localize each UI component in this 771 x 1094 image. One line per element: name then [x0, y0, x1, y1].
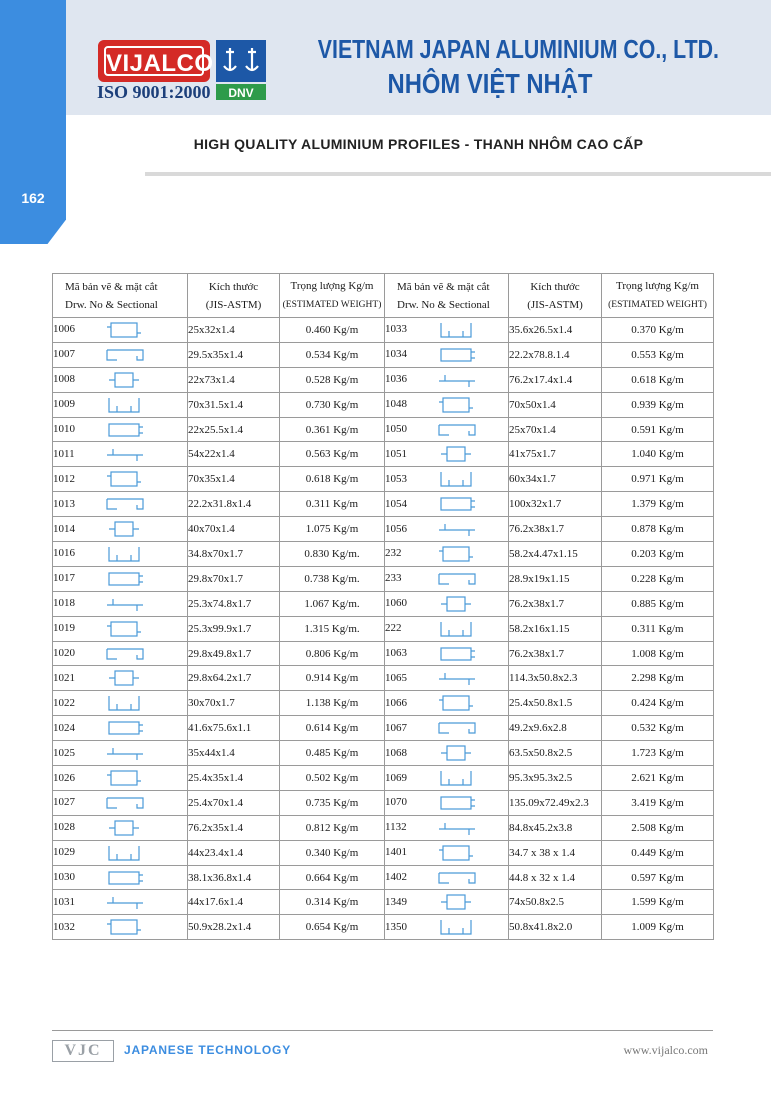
profile-section-icon [435, 545, 479, 563]
profile-size: 76.2x17.4x1.4 [509, 367, 602, 392]
profile-size: 58.2x16x1.15 [509, 616, 602, 641]
profile-code-cell [53, 342, 188, 367]
footer-divider [52, 1030, 713, 1031]
profile-size: 22x25.5x1.4 [188, 417, 280, 442]
profile-code: 1029 [53, 846, 75, 859]
profile-weight: 0.914 Kg/m [280, 666, 385, 691]
page-tab [0, 0, 66, 244]
profile-code: 1067 [385, 721, 407, 734]
profile-code-cell [385, 318, 509, 343]
profile-section-icon [103, 520, 147, 538]
profile-weight: 1.599 Kg/m [602, 890, 714, 915]
profile-section-icon [435, 470, 479, 488]
profile-code-cell [53, 691, 188, 716]
profile-size: 40x70x1.4 [188, 517, 280, 542]
profile-size: 70x50x1.4 [509, 392, 602, 417]
profile-weight: 1.138 Kg/m [280, 691, 385, 716]
iso-certification: ISO 9001:2000 [97, 82, 211, 102]
dnv-logo [216, 40, 266, 100]
vijalco-logo [98, 40, 214, 82]
profile-code: 1021 [53, 671, 75, 684]
profile-weight: 0.563 Kg/m [280, 442, 385, 467]
profile-section-icon [103, 819, 147, 837]
profile-code-cell [53, 566, 188, 591]
profile-weight: 0.203 Kg/m [602, 542, 714, 567]
company-name-vn: NHÔM VIỆT NHẬT [387, 68, 593, 99]
profile-code: 1018 [53, 597, 75, 610]
profile-size: 41.6x75.6x1.1 [188, 716, 280, 741]
profile-size: 70x35x1.4 [188, 467, 280, 492]
profile-size: 49.2x9.6x2.8 [509, 716, 602, 741]
profile-section-icon [103, 844, 147, 862]
dnv-badge-icon [216, 40, 266, 82]
profile-section-icon [435, 321, 479, 339]
profile-code-cell [53, 318, 188, 343]
profile-weight: 0.528 Kg/m [280, 367, 385, 392]
profile-code: 1132 [385, 821, 407, 834]
profiles-table [52, 273, 714, 940]
profile-section-icon [103, 620, 147, 638]
profile-code-cell [53, 417, 188, 442]
profile-section-icon [103, 396, 147, 414]
profile-section-icon [103, 346, 147, 364]
profile-weight: 0.738 Kg/m. [280, 566, 385, 591]
table-row [53, 716, 714, 741]
profile-code: 1010 [53, 423, 75, 436]
profile-section-icon [103, 769, 147, 787]
profile-weight: 1.040 Kg/m [602, 442, 714, 467]
profile-section-icon [103, 470, 147, 488]
profile-section-icon [435, 694, 479, 712]
profile-section-icon [103, 371, 147, 389]
dnv-label: DNV [228, 86, 254, 100]
profile-size: 25.3x74.8x1.7 [188, 591, 280, 616]
profile-size: 44x23.4x1.4 [188, 840, 280, 865]
profile-section-icon [435, 769, 479, 787]
profile-code: 1063 [385, 647, 407, 660]
profile-section-icon [103, 321, 147, 339]
profile-section-icon [103, 545, 147, 563]
profile-code-cell [385, 815, 509, 840]
logo-text: VIJALCO [104, 46, 204, 76]
profile-code-cell [53, 840, 188, 865]
profile-weight: 0.460 Kg/m [280, 318, 385, 343]
profile-code-cell [385, 392, 509, 417]
profile-code-cell [385, 666, 509, 691]
profile-size: 35x44x1.4 [188, 741, 280, 766]
profile-code: 1012 [53, 472, 75, 485]
header-size-right: Kích thước (JIS-ASTM) [509, 274, 602, 318]
header-size: Kích thước (JIS-ASTM) [188, 274, 280, 318]
table-row [53, 342, 714, 367]
profile-code: 1070 [385, 796, 407, 809]
profile-size: 70x31.5x1.4 [188, 392, 280, 417]
profile-section-icon [435, 893, 479, 911]
profile-weight: 0.735 Kg/m [280, 790, 385, 815]
profile-code-cell [385, 840, 509, 865]
table-row [53, 467, 714, 492]
profile-code: 1056 [385, 522, 407, 535]
profile-code-cell [385, 790, 509, 815]
profile-code-cell [385, 641, 509, 666]
profile-size: 25x32x1.4 [188, 318, 280, 343]
profile-weight: 0.311 Kg/m [602, 616, 714, 641]
profile-code-cell [385, 766, 509, 791]
profile-section-icon [435, 346, 479, 364]
profile-code-cell [53, 666, 188, 691]
profile-code: 1020 [53, 647, 75, 660]
profile-weight: 0.597 Kg/m [602, 865, 714, 890]
profile-code: 1022 [53, 696, 75, 709]
profile-weight: 2.508 Kg/m [602, 815, 714, 840]
table-row [53, 815, 714, 840]
page-subtitle: HIGH QUALITY ALUMINIUM PROFILES - THANH NHÔM CAO CẤP [193, 136, 644, 152]
profile-section-icon [103, 595, 147, 613]
table-row [53, 591, 714, 616]
header-code: Mã bản vẽ & mặt cắt Drw. No & Sectional [53, 274, 188, 318]
profile-code-cell [385, 741, 509, 766]
profile-section-icon [103, 918, 147, 936]
profile-code-cell [385, 442, 509, 467]
profile-size: 29.8x49.8x1.7 [188, 641, 280, 666]
table-header-row [53, 274, 714, 318]
profile-section-icon [103, 445, 147, 463]
profile-size: 25.4x50.8x1.5 [509, 691, 602, 716]
profile-size: 74x50.8x2.5 [509, 890, 602, 915]
profile-section-icon [435, 844, 479, 862]
table-row [53, 367, 714, 392]
profile-code-cell [385, 367, 509, 392]
profile-size: 30x70x1.7 [188, 691, 280, 716]
profile-code: 1031 [53, 895, 75, 908]
profile-size: 35.6x26.5x1.4 [509, 318, 602, 343]
profile-code: 1054 [385, 497, 407, 510]
profile-size: 58.2x4.47x1.15 [509, 542, 602, 567]
profile-size: 34.8x70x1.7 [188, 542, 280, 567]
profile-weight: 0.812 Kg/m [280, 815, 385, 840]
profile-code-cell [53, 492, 188, 517]
profile-section-icon [435, 396, 479, 414]
profile-code: 1027 [53, 796, 75, 809]
profile-size: 95.3x95.3x2.5 [509, 766, 602, 791]
profile-code-cell [385, 517, 509, 542]
profile-weight: 0.654 Kg/m [280, 915, 385, 940]
profile-section-icon [103, 719, 147, 737]
profile-weight: 1.067 Kg/m. [280, 591, 385, 616]
profile-section-icon [435, 570, 479, 588]
profile-size: 34.7 x 38 x 1.4 [509, 840, 602, 865]
profile-code-cell [385, 890, 509, 915]
profile-code-cell [385, 342, 509, 367]
profile-section-icon [103, 669, 147, 687]
profile-code: 1013 [53, 497, 75, 510]
profile-section-icon [103, 694, 147, 712]
profile-code-cell [385, 716, 509, 741]
profile-section-icon [435, 869, 479, 887]
profile-weight: 0.228 Kg/m [602, 566, 714, 591]
profile-section-icon [435, 669, 479, 687]
profile-section-icon [435, 495, 479, 513]
profile-weight: 0.664 Kg/m [280, 865, 385, 890]
profile-code-cell [53, 517, 188, 542]
profile-code: 1069 [385, 771, 407, 784]
profile-weight: 2.621 Kg/m [602, 766, 714, 791]
profile-code-cell [385, 492, 509, 517]
profile-code: 1019 [53, 622, 75, 635]
profile-weight: 0.618 Kg/m [602, 367, 714, 392]
profile-size: 25.4x70x1.4 [188, 790, 280, 815]
profile-size: 29.8x70x1.7 [188, 566, 280, 591]
profile-weight: 0.449 Kg/m [602, 840, 714, 865]
profile-code: 1030 [53, 871, 75, 884]
table-row [53, 392, 714, 417]
profile-weight: 1.723 Kg/m [602, 741, 714, 766]
profile-code: 1026 [53, 771, 75, 784]
profile-weight: 0.424 Kg/m [602, 691, 714, 716]
profile-code-cell [53, 766, 188, 791]
footer-website: www.vijalco.com [623, 1043, 708, 1057]
profile-weight: 1.009 Kg/m [602, 915, 714, 940]
profile-code-cell [53, 542, 188, 567]
profile-size: 41x75x1.7 [509, 442, 602, 467]
profile-section-icon [103, 421, 147, 439]
profile-size: 28.9x19x1.15 [509, 566, 602, 591]
profile-size: 76.2x38x1.7 [509, 517, 602, 542]
profile-code: 1006 [53, 323, 75, 336]
profile-code-cell [385, 467, 509, 492]
profile-code-cell [385, 542, 509, 567]
profile-weight: 0.532 Kg/m [602, 716, 714, 741]
profile-section-icon [103, 495, 147, 513]
profile-code-cell [53, 890, 188, 915]
table-row [53, 318, 714, 343]
profile-size: 100x32x1.7 [509, 492, 602, 517]
profile-weight: 0.730 Kg/m [280, 392, 385, 417]
profile-weight: 0.553 Kg/m [602, 342, 714, 367]
profile-weight: 0.591 Kg/m [602, 417, 714, 442]
profile-weight: 1.075 Kg/m [280, 517, 385, 542]
profile-weight: 0.830 Kg/m. [280, 542, 385, 567]
profile-code: 1017 [53, 572, 75, 585]
profile-size: 76.2x38x1.7 [509, 591, 602, 616]
profile-code-cell [385, 691, 509, 716]
profile-section-icon [435, 819, 479, 837]
profile-size: 76.2x38x1.7 [509, 641, 602, 666]
table-row [53, 492, 714, 517]
profile-code-cell [53, 741, 188, 766]
profile-code: 1036 [385, 373, 407, 386]
profile-size: 50.8x41.8x2.0 [509, 915, 602, 940]
profile-section-icon [103, 893, 147, 911]
table-row [53, 766, 714, 791]
profile-weight: 0.614 Kg/m [280, 716, 385, 741]
profile-code: 1066 [385, 696, 407, 709]
footer-tagline: JAPANESE TECHNOLOGY [124, 1043, 291, 1057]
profile-section-icon [435, 719, 479, 737]
page-number: 162 [21, 190, 45, 206]
profile-code-cell [53, 716, 188, 741]
profile-section-icon [435, 794, 479, 812]
table-row [53, 666, 714, 691]
profile-weight: 0.618 Kg/m [280, 467, 385, 492]
profile-size: 84.8x45.2x3.8 [509, 815, 602, 840]
profile-code: 1028 [53, 821, 75, 834]
company-name: VIETNAM JAPAN ALUMINIUM CO., LTD. [317, 34, 719, 64]
profile-code-cell [53, 392, 188, 417]
profile-code: 222 [385, 622, 402, 635]
profile-section-icon [103, 869, 147, 887]
profile-code-cell [385, 915, 509, 940]
profile-weight: 1.315 Kg/m. [280, 616, 385, 641]
profile-code: 1033 [385, 323, 407, 336]
profile-weight: 3.419 Kg/m [602, 790, 714, 815]
table-row [53, 840, 714, 865]
profile-code: 1053 [385, 472, 407, 485]
profile-code: 1024 [53, 721, 75, 734]
table-row [53, 691, 714, 716]
profile-code-cell [385, 417, 509, 442]
profile-code-cell [385, 865, 509, 890]
profile-code: 232 [385, 547, 402, 560]
profile-code-cell [53, 591, 188, 616]
profile-weight: 2.298 Kg/m [602, 666, 714, 691]
profile-weight: 0.534 Kg/m [280, 342, 385, 367]
profile-code: 1011 [53, 447, 75, 460]
vjc-logo: VJC [52, 1040, 114, 1062]
profile-code-cell [385, 566, 509, 591]
profile-weight: 0.971 Kg/m [602, 467, 714, 492]
profile-code: 1051 [385, 447, 407, 460]
profile-weight: 0.502 Kg/m [280, 766, 385, 791]
profile-section-icon [103, 794, 147, 812]
profile-size: 44.8 x 32 x 1.4 [509, 865, 602, 890]
profile-code: 1349 [385, 895, 407, 908]
profile-code: 1014 [53, 522, 75, 535]
profile-code-cell [53, 865, 188, 890]
table-row [53, 890, 714, 915]
profile-size: 38.1x36.8x1.4 [188, 865, 280, 890]
profile-code: 1068 [385, 746, 407, 759]
profile-code: 1050 [385, 423, 407, 436]
profile-code: 1008 [53, 373, 75, 386]
profile-section-icon [435, 918, 479, 936]
table-row [53, 566, 714, 591]
profile-section-icon [435, 421, 479, 439]
profile-code: 1401 [385, 846, 407, 859]
table-row [53, 616, 714, 641]
profile-code: 233 [385, 572, 402, 585]
profile-section-icon [435, 744, 479, 762]
table-row [53, 517, 714, 542]
table-row [53, 741, 714, 766]
profile-weight: 0.340 Kg/m [280, 840, 385, 865]
profile-code: 1032 [53, 920, 75, 933]
profile-code: 1009 [53, 398, 75, 411]
profile-weight: 0.361 Kg/m [280, 417, 385, 442]
profile-weight: 0.311 Kg/m [280, 492, 385, 517]
profile-size: 60x34x1.7 [509, 467, 602, 492]
profile-code-cell [385, 591, 509, 616]
profile-weight: 0.314 Kg/m [280, 890, 385, 915]
profile-code-cell [53, 442, 188, 467]
table-row [53, 417, 714, 442]
profile-section-icon [435, 645, 479, 663]
profile-weight: 0.939 Kg/m [602, 392, 714, 417]
table-row [53, 915, 714, 940]
table-row [53, 442, 714, 467]
table-row [53, 790, 714, 815]
profile-weight: 0.485 Kg/m [280, 741, 385, 766]
profile-size: 25.4x35x1.4 [188, 766, 280, 791]
profile-code: 1034 [385, 348, 407, 361]
header-weight: Trọng lượng Kg/m (ESTIMATED WEIGHT) [280, 274, 385, 318]
profile-section-icon [103, 570, 147, 588]
profile-weight: 0.370 Kg/m [602, 318, 714, 343]
profile-code-cell [53, 790, 188, 815]
profile-section-icon [435, 371, 479, 389]
profile-size: 25.3x99.9x1.7 [188, 616, 280, 641]
profile-size: 44x17.6x1.4 [188, 890, 280, 915]
profile-code-cell [385, 616, 509, 641]
profile-code: 1016 [53, 547, 75, 560]
profile-size: 22.2x78.8.1.4 [509, 342, 602, 367]
profile-size: 114.3x50.8x2.3 [509, 666, 602, 691]
profile-code-cell [53, 915, 188, 940]
profile-code: 1060 [385, 597, 407, 610]
profile-code: 1007 [53, 348, 75, 361]
profile-size: 135.09x72.49x2.3 [509, 790, 602, 815]
profile-weight: 1.379 Kg/m [602, 492, 714, 517]
profile-code: 1350 [385, 920, 407, 933]
profile-size: 54x22x1.4 [188, 442, 280, 467]
profile-section-icon [435, 595, 479, 613]
profile-section-icon [103, 744, 147, 762]
table-row [53, 865, 714, 890]
profile-code-cell [53, 616, 188, 641]
profile-size: 29.8x64.2x1.7 [188, 666, 280, 691]
profile-code-cell [53, 467, 188, 492]
profile-code-cell [53, 367, 188, 392]
profile-code-cell [53, 815, 188, 840]
table-row [53, 542, 714, 567]
profile-code: 1402 [385, 871, 407, 884]
profile-size: 22.2x31.8x1.4 [188, 492, 280, 517]
profile-size: 76.2x35x1.4 [188, 815, 280, 840]
profile-size: 63.5x50.8x2.5 [509, 741, 602, 766]
profile-weight: 0.806 Kg/m [280, 641, 385, 666]
profile-weight: 1.008 Kg/m [602, 641, 714, 666]
profile-code-cell [53, 641, 188, 666]
profile-weight: 0.878 Kg/m [602, 517, 714, 542]
profile-section-icon [103, 645, 147, 663]
subtitle-divider [145, 172, 771, 176]
profile-code: 1065 [385, 671, 407, 684]
profile-code: 1025 [53, 746, 75, 759]
profile-size: 50.9x28.2x1.4 [188, 915, 280, 940]
profile-size: 22x73x1.4 [188, 367, 280, 392]
profile-weight: 0.885 Kg/m [602, 591, 714, 616]
profile-size: 25x70x1.4 [509, 417, 602, 442]
header-code-right: Mã bản vẽ & mặt cắt Drw. No & Sectional [385, 274, 509, 318]
profile-section-icon [435, 620, 479, 638]
table-row [53, 641, 714, 666]
header-weight-right: Trọng lượng Kg/m (ESTIMATED WEIGHT) [602, 274, 714, 318]
profile-section-icon [435, 520, 479, 538]
profile-code: 1048 [385, 398, 407, 411]
profile-section-icon [435, 445, 479, 463]
profile-size: 29.5x35x1.4 [188, 342, 280, 367]
